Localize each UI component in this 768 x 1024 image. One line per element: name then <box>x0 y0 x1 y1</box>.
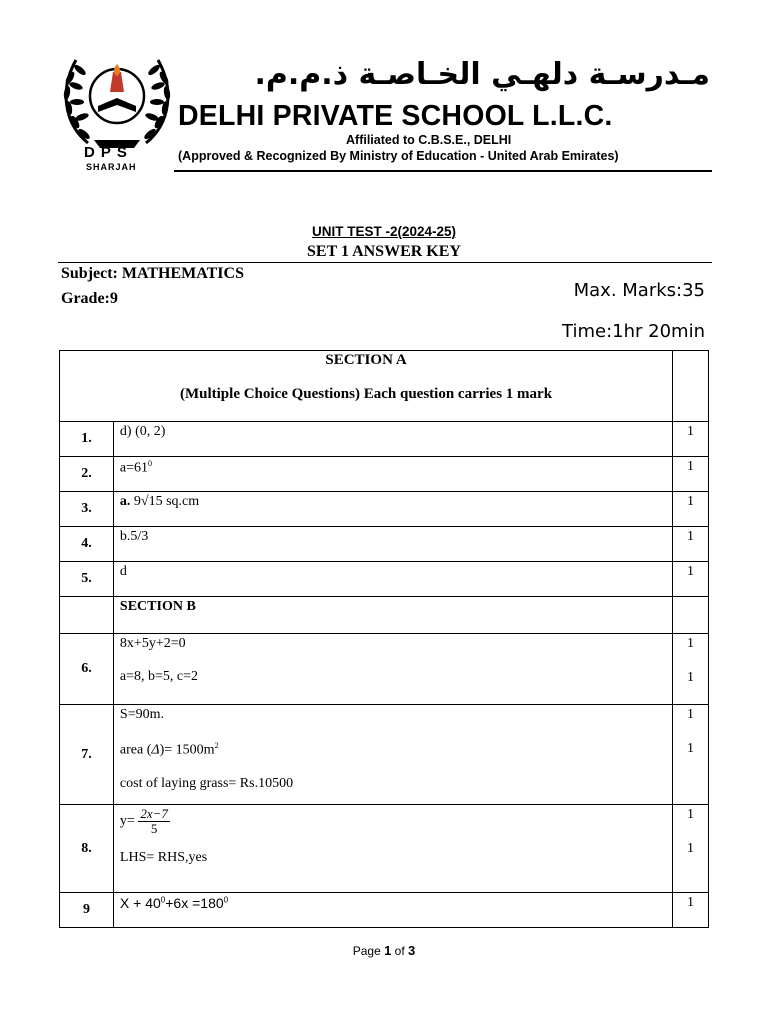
logo-subtitle: SHARJAH <box>86 162 137 172</box>
logo-letters: DPS <box>84 144 133 161</box>
question-number: 4. <box>60 527 114 562</box>
mark-value: 1 <box>673 422 709 457</box>
max-marks-label: Max. Marks:35 <box>573 280 705 301</box>
answer-line: cost of laying grass= Rs.10500 <box>119 775 294 791</box>
mark-value: 1 <box>673 527 709 562</box>
section-b-title: SECTION B <box>113 597 672 634</box>
answer-line: area $(\Delta)= 1500m^2$ <box>119 741 219 758</box>
time-label: Time:1hr 20min <box>562 321 705 342</box>
question-number: 1. <box>60 422 114 457</box>
answer-text: $X + 40^0+6x =180^0$ <box>113 893 672 928</box>
table-row <box>60 422 709 457</box>
section-a-header-row <box>60 351 709 422</box>
school-name-arabic: مـدرسـة دلهـي الخـاصـة ذ.م.م. <box>254 57 710 92</box>
answer-text: d <box>113 562 672 597</box>
answer-line: 8x+5y+2=0 <box>119 636 186 651</box>
answer-text: b.5/3 <box>113 527 672 562</box>
mark-value: 1 <box>673 457 709 492</box>
answer-text <box>113 634 672 705</box>
answer-text: $a=61^0$ <box>113 457 672 492</box>
answer-line: y= $\frac{2x-7}{5}$ <box>119 806 168 836</box>
table-row <box>60 634 709 705</box>
table-row <box>60 893 709 928</box>
mark-value: 1 1 <box>673 634 709 705</box>
page-footer: Page 1 of 3 <box>352 943 416 958</box>
title-divider <box>58 262 712 263</box>
section-a-header-cell <box>60 351 673 422</box>
answer-key-table <box>59 350 709 928</box>
table-row <box>60 705 709 805</box>
question-number: 7. <box>60 705 114 805</box>
answer-line: LHS= RHS,yes <box>119 850 208 865</box>
question-number: 5. <box>60 562 114 597</box>
answer-text: d) (0, 2) <box>113 422 672 457</box>
answer-text: a. 9√15 sq.cm <box>113 492 672 527</box>
mark-value: 1 <box>673 492 709 527</box>
question-number: 9 <box>60 893 114 928</box>
question-number: 2. <box>60 457 114 492</box>
question-number: 3. <box>60 492 114 527</box>
answer-key-title: SET 1 ANSWER KEY <box>307 243 461 260</box>
table-row <box>60 562 709 597</box>
header-divider <box>174 170 712 172</box>
answer-line: a=8, b=5, c=2 <box>119 669 199 684</box>
table-row <box>60 805 709 893</box>
answer-line: S=90m. <box>119 707 164 722</box>
empty-cell <box>60 597 114 634</box>
school-name: DELHI PRIVATE SCHOOL L.L.C. <box>178 100 613 132</box>
mark-cell <box>673 351 709 422</box>
question-number: 6. <box>60 634 114 705</box>
affiliation-text: Affiliated to C.B.S.E., DELHI <box>346 133 512 147</box>
fraction: $\frac{2x-7}{5}$ <box>140 806 168 836</box>
table-row <box>60 492 709 527</box>
table-row <box>60 527 709 562</box>
mark-value: 1 <box>673 893 709 928</box>
mark-value: 1 1 <box>673 705 709 805</box>
answer-text <box>113 705 672 805</box>
section-a-title: SECTION A <box>325 352 407 368</box>
approval-text: (Approved & Recognized By Ministry of Education - United Arab Emirates) <box>178 149 619 163</box>
section-a-subtitle: (Multiple Choice Questions) Each question carries 1 mark <box>179 386 553 402</box>
question-number: 8. <box>60 805 114 893</box>
subject-label: Subject: MATHEMATICS <box>61 265 244 282</box>
school-crest-logo <box>58 48 176 150</box>
table-row <box>60 457 709 492</box>
mark-value: 1 <box>673 562 709 597</box>
mark-value: 1 1 <box>673 805 709 893</box>
grade-label: Grade:9 <box>61 290 118 307</box>
unit-test-title: UNIT TEST -2(2024-25) <box>311 224 457 239</box>
answer-text <box>113 805 672 893</box>
section-b-header-row <box>60 597 709 634</box>
mark-cell <box>673 597 709 634</box>
